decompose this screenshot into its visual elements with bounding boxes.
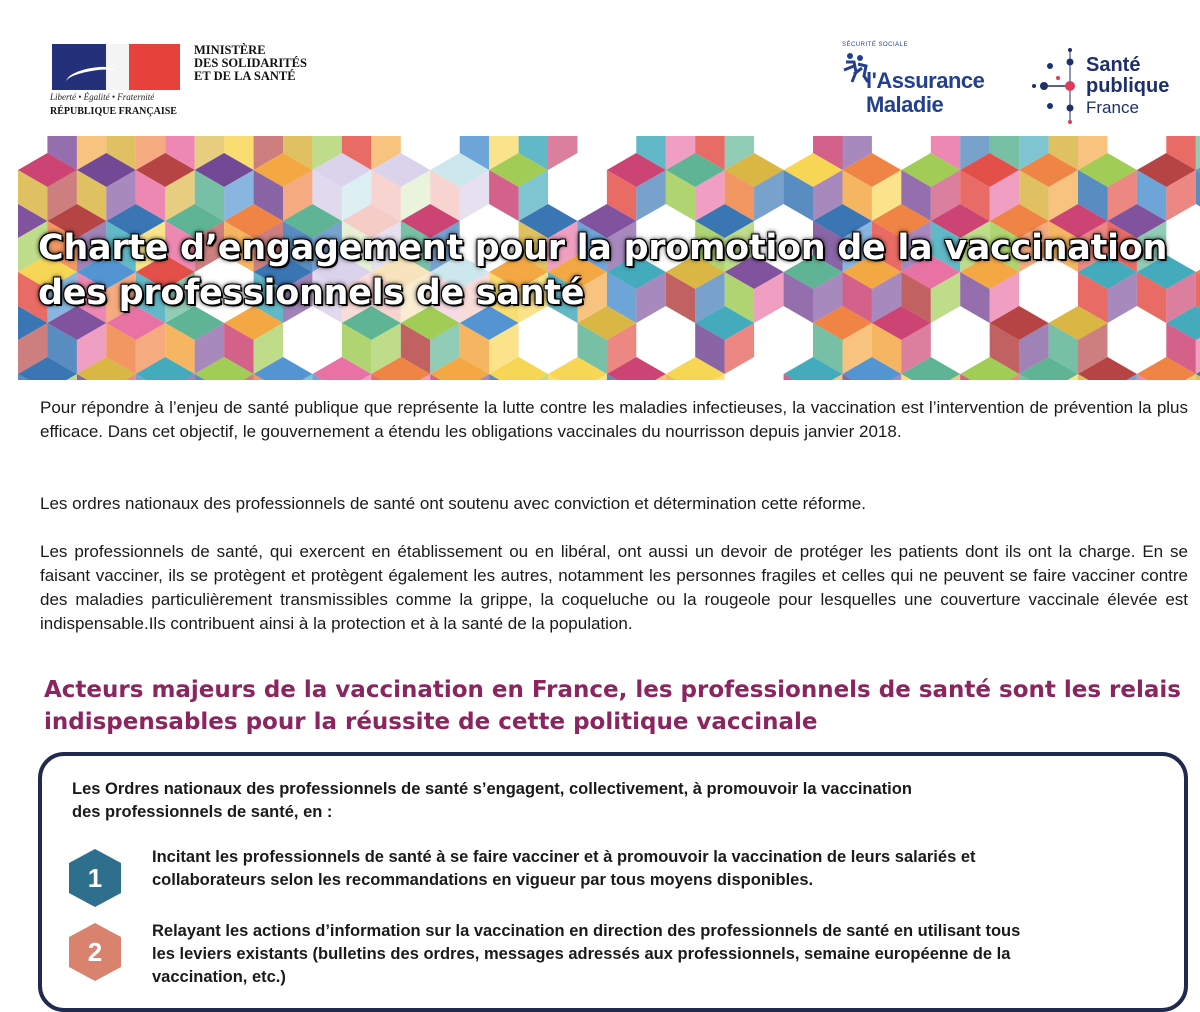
spf-line-1: Santé <box>1086 54 1141 76</box>
title-line-1: Charte d’engagement pour la promotion de la vaccination <box>38 228 1168 268</box>
assurance-line-2: Maladie <box>866 92 944 117</box>
engagement-intro-line-2: des professionnels de santé, en : <box>72 803 333 821</box>
page-title <box>38 226 1198 316</box>
item-number: 2 <box>87 937 103 967</box>
intro-paragraph-3: Les professionnels de santé, qui exercent en établissement ou en libéral, ont aussi un devoir de protéger les patients dont ils ont la charge. En se faisant vacciner, ils se protègent et protègent également les autres, notamment les personnes fragiles et celles qui ne peuvent se faire vacciner contre des maladies particulièrement transmissibles comme la grippe, la coqueluche ou la rougeole pour lesquelles une couverture vaccinale élevée est indispensable.Ils contribuent ainsi à la protection et à la santé de la population. <box>40 542 1188 633</box>
intro-paragraph-2: Les ordres nationaux des professionnels de santé ont soutenu avec conviction et détermination cette réforme. <box>40 494 866 513</box>
intro-paragraph-1: Pour répondre à l’enjeu de santé publique que représente la lutte contre les maladies infectieuses, la vaccination est l’intervention de prévention la plus efficace. Dans cet objectif, le gouvernement a étendu les obligations vaccinales du nourrisson depuis janvier 2018. <box>40 398 1188 441</box>
sante-publique-france-logo <box>1030 44 1180 124</box>
marianne-flag-icon <box>52 44 180 90</box>
item-text-line-1: Relayant les actions d’information sur la vaccination en direction des professionnels de santé en utilisant tous <box>152 922 1021 940</box>
spf-line-2: publique <box>1086 75 1170 97</box>
spf-line-3: France <box>1086 98 1139 117</box>
ministry-logo <box>48 42 348 122</box>
engagement-intro-line-1: Les Ordres nationaux des professionnels de santé s’engagent, collectivement, à promouvoir la vaccination <box>72 780 912 798</box>
item-text-line-2: collaborateurs selon les recommandations en vigueur par tous moyens disponibles. <box>152 871 814 889</box>
item-number: 1 <box>87 863 103 893</box>
hexagon-number-badge <box>68 922 122 982</box>
ministry-name: MINISTÈRE DES SOLIDARITÉS ET DE LA SANTÉ <box>194 43 307 83</box>
engagement-intro <box>72 778 1122 824</box>
assurance-maladie-logo <box>836 42 1016 122</box>
item-text-line-1: Incitant les professionnels de santé à se faire vacciner et à promouvoir la vaccination de leurs salariés et <box>152 848 976 866</box>
hexagon-number-badge <box>68 848 122 908</box>
item-text <box>152 846 1162 892</box>
item-text-line-3: vaccination, etc.) <box>152 968 286 986</box>
republic-name: RÉPUBLIQUE FRANÇAISE <box>50 106 177 117</box>
section-heading-line-1: Acteurs majeurs de la vaccination en France, les professionnels de santé sont les relais <box>44 677 1181 703</box>
assurance-line-1: l'Assurance <box>866 68 985 93</box>
molecule-dots-icon <box>1030 44 1082 124</box>
section-heading <box>44 674 1194 738</box>
securite-sociale-tagline: SÉCURITÉ SOCIALE <box>842 42 909 48</box>
republic-motto: Liberté • Égalité • Fraternité <box>50 92 155 102</box>
section-heading-line-2: indispensables pour la réussite de cette politique vaccinale <box>44 709 818 735</box>
item-text <box>152 920 1162 989</box>
title-line-2: des professionnels de santé <box>38 273 585 313</box>
item-text-line-2: les leviers existants (bulletins des ordres, messages adressés aux professionnels, semaine européenne de la <box>152 945 1011 963</box>
